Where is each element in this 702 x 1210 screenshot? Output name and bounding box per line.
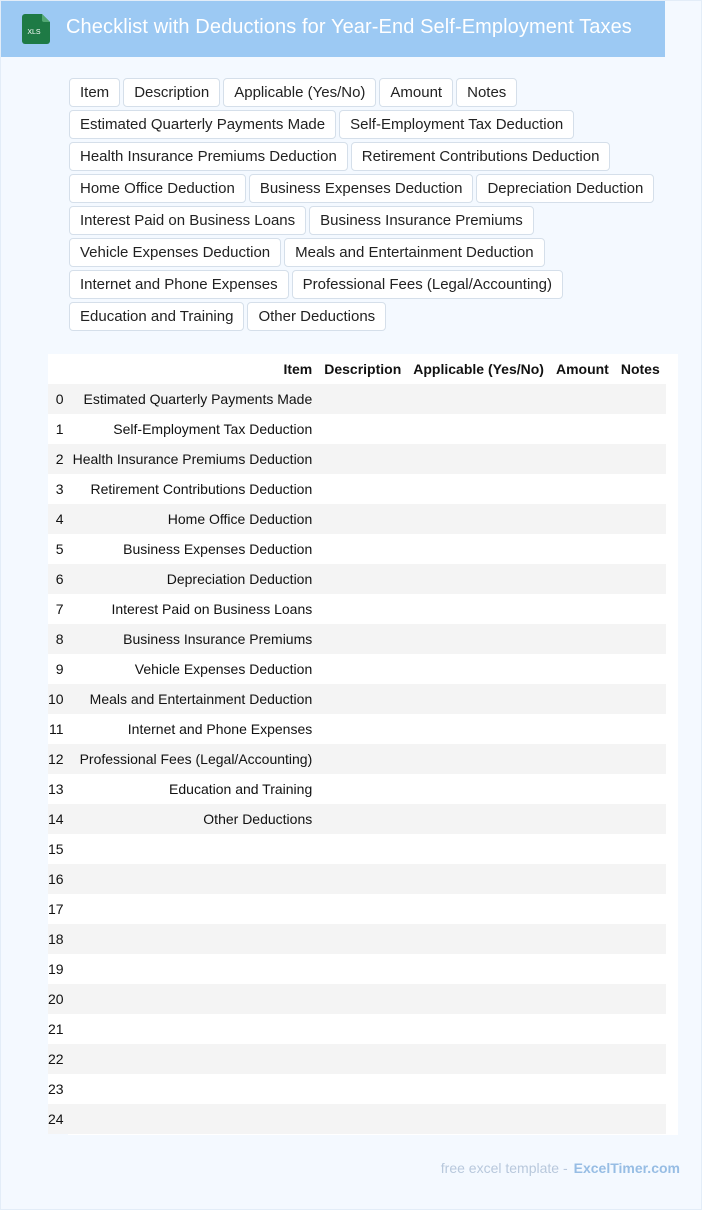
notes-cell[interactable] bbox=[615, 504, 666, 534]
xls-file-icon bbox=[22, 14, 50, 44]
notes-cell[interactable] bbox=[615, 684, 666, 714]
applicable-cell[interactable] bbox=[407, 984, 550, 1014]
amount-cell[interactable] bbox=[550, 774, 615, 804]
table-row bbox=[48, 984, 666, 1014]
applicable-cell[interactable] bbox=[407, 834, 550, 864]
header-index bbox=[48, 354, 67, 384]
item-cell[interactable] bbox=[67, 984, 319, 1014]
table-row bbox=[48, 924, 666, 954]
applicable-cell[interactable] bbox=[407, 534, 550, 564]
description-cell[interactable] bbox=[318, 924, 407, 954]
header-item[interactable]: Item bbox=[67, 354, 319, 384]
description-cell[interactable] bbox=[318, 1074, 407, 1104]
table-row bbox=[48, 654, 666, 684]
column-chip[interactable]: Applicable (Yes/No) bbox=[223, 78, 376, 107]
table-row bbox=[48, 894, 666, 924]
notes-cell[interactable] bbox=[615, 534, 666, 564]
item-cell[interactable]: Internet and Phone Expenses bbox=[67, 714, 319, 744]
amount-cell[interactable] bbox=[550, 1104, 615, 1134]
row-index-cell: 20 bbox=[48, 984, 67, 1014]
table-row bbox=[48, 564, 666, 594]
amount-cell[interactable] bbox=[550, 414, 615, 444]
column-chip-list bbox=[69, 78, 669, 331]
column-chip[interactable]: Retirement Contributions Deduction bbox=[351, 142, 611, 171]
notes-cell[interactable] bbox=[615, 1014, 666, 1044]
checklist-table bbox=[48, 354, 666, 1134]
row-index-cell: 14 bbox=[48, 804, 67, 834]
description-cell[interactable] bbox=[318, 444, 407, 474]
applicable-cell[interactable] bbox=[407, 384, 550, 414]
column-chip[interactable]: Estimated Quarterly Payments Made bbox=[69, 110, 336, 139]
applicable-cell[interactable] bbox=[407, 624, 550, 654]
header-description[interactable]: Description bbox=[318, 354, 407, 384]
column-chip[interactable]: Other Deductions bbox=[247, 302, 386, 331]
item-cell[interactable] bbox=[67, 1044, 319, 1074]
row-index-cell: 15 bbox=[48, 834, 67, 864]
amount-cell[interactable] bbox=[550, 744, 615, 774]
notes-cell[interactable] bbox=[615, 444, 666, 474]
applicable-cell[interactable] bbox=[407, 744, 550, 774]
column-chip[interactable]: Amount bbox=[379, 78, 453, 107]
applicable-cell[interactable] bbox=[407, 1014, 550, 1044]
footer-brand-link[interactable]: ExcelTimer.com bbox=[573, 1160, 680, 1176]
item-cell[interactable]: Home Office Deduction bbox=[67, 504, 319, 534]
description-cell[interactable] bbox=[318, 534, 407, 564]
row-index-cell: 1 bbox=[48, 414, 67, 444]
header-notes[interactable]: Notes bbox=[615, 354, 666, 384]
description-cell[interactable] bbox=[318, 744, 407, 774]
table-row bbox=[48, 474, 666, 504]
amount-cell[interactable] bbox=[550, 504, 615, 534]
row-index-cell: 12 bbox=[48, 744, 67, 774]
item-cell[interactable] bbox=[67, 894, 319, 924]
description-cell[interactable] bbox=[318, 414, 407, 444]
amount-cell[interactable] bbox=[550, 894, 615, 924]
description-cell[interactable] bbox=[318, 684, 407, 714]
amount-cell[interactable] bbox=[550, 984, 615, 1014]
item-cell[interactable] bbox=[67, 864, 319, 894]
description-cell[interactable] bbox=[318, 984, 407, 1014]
amount-cell[interactable] bbox=[550, 834, 615, 864]
row-index-cell: 3 bbox=[48, 474, 67, 504]
description-cell[interactable] bbox=[318, 654, 407, 684]
amount-cell[interactable] bbox=[550, 534, 615, 564]
amount-cell[interactable] bbox=[550, 654, 615, 684]
row-index-cell: 21 bbox=[48, 1014, 67, 1044]
header-amount[interactable]: Amount bbox=[550, 354, 615, 384]
description-cell[interactable] bbox=[318, 594, 407, 624]
description-cell[interactable] bbox=[318, 1044, 407, 1074]
table-row bbox=[48, 834, 666, 864]
description-cell[interactable] bbox=[318, 384, 407, 414]
amount-cell[interactable] bbox=[550, 1014, 615, 1044]
spreadsheet-view[interactable] bbox=[48, 354, 678, 1135]
table-row bbox=[48, 684, 666, 714]
xls-icon-label: XLS bbox=[27, 29, 41, 36]
column-chip[interactable]: Meals and Entertainment Deduction bbox=[284, 238, 544, 267]
row-index-cell: 10 bbox=[48, 684, 67, 714]
notes-cell[interactable] bbox=[615, 474, 666, 504]
item-cell[interactable] bbox=[67, 1104, 319, 1134]
column-chip[interactable]: Health Insurance Premiums Deduction bbox=[69, 142, 348, 171]
applicable-cell[interactable] bbox=[407, 504, 550, 534]
description-cell[interactable] bbox=[318, 774, 407, 804]
description-cell[interactable] bbox=[318, 894, 407, 924]
description-cell[interactable] bbox=[318, 474, 407, 504]
amount-cell[interactable] bbox=[550, 804, 615, 834]
description-cell[interactable] bbox=[318, 1104, 407, 1134]
applicable-cell[interactable] bbox=[407, 654, 550, 684]
row-index-cell: 13 bbox=[48, 774, 67, 804]
item-cell[interactable] bbox=[67, 954, 319, 984]
item-cell[interactable]: Interest Paid on Business Loans bbox=[67, 594, 319, 624]
notes-cell[interactable] bbox=[615, 714, 666, 744]
table-row bbox=[48, 774, 666, 804]
notes-cell[interactable] bbox=[615, 954, 666, 984]
item-cell[interactable] bbox=[67, 1014, 319, 1044]
item-cell[interactable]: Education and Training bbox=[67, 774, 319, 804]
header-bar bbox=[0, 0, 665, 57]
applicable-cell[interactable] bbox=[407, 684, 550, 714]
description-cell[interactable] bbox=[318, 504, 407, 534]
applicable-cell[interactable] bbox=[407, 1104, 550, 1134]
row-index-cell: 8 bbox=[48, 624, 67, 654]
applicable-cell[interactable] bbox=[407, 894, 550, 924]
item-cell[interactable] bbox=[67, 1074, 319, 1104]
amount-cell[interactable] bbox=[550, 864, 615, 894]
applicable-cell[interactable] bbox=[407, 1044, 550, 1074]
applicable-cell[interactable] bbox=[407, 564, 550, 594]
row-index-cell: 22 bbox=[48, 1044, 67, 1074]
item-cell[interactable]: Meals and Entertainment Deduction bbox=[67, 684, 319, 714]
row-index-cell: 4 bbox=[48, 504, 67, 534]
notes-cell[interactable] bbox=[615, 744, 666, 774]
description-cell[interactable] bbox=[318, 804, 407, 834]
notes-cell[interactable] bbox=[615, 984, 666, 1014]
amount-cell[interactable] bbox=[550, 474, 615, 504]
description-cell[interactable] bbox=[318, 834, 407, 864]
notes-cell[interactable] bbox=[615, 894, 666, 924]
amount-cell[interactable] bbox=[550, 384, 615, 414]
row-index-cell: 9 bbox=[48, 654, 67, 684]
table-body bbox=[48, 384, 666, 1134]
footer-prefix: free excel template - bbox=[440, 1160, 568, 1176]
notes-cell[interactable] bbox=[615, 1104, 666, 1134]
table-row bbox=[48, 744, 666, 774]
row-index-cell: 2 bbox=[48, 444, 67, 474]
notes-cell[interactable] bbox=[615, 414, 666, 444]
notes-cell[interactable] bbox=[615, 804, 666, 834]
table-row bbox=[48, 384, 666, 414]
amount-cell[interactable] bbox=[550, 924, 615, 954]
notes-cell[interactable] bbox=[615, 594, 666, 624]
applicable-cell[interactable] bbox=[407, 954, 550, 984]
notes-cell[interactable] bbox=[615, 384, 666, 414]
description-cell[interactable] bbox=[318, 564, 407, 594]
item-cell[interactable]: Other Deductions bbox=[67, 804, 319, 834]
table-header-row bbox=[48, 354, 666, 384]
table-row bbox=[48, 954, 666, 984]
column-chip[interactable]: Education and Training bbox=[69, 302, 244, 331]
row-index-cell: 17 bbox=[48, 894, 67, 924]
item-cell[interactable]: Business Expenses Deduction bbox=[67, 534, 319, 564]
row-index-cell: 5 bbox=[48, 534, 67, 564]
table-row bbox=[48, 444, 666, 474]
row-index-cell: 18 bbox=[48, 924, 67, 954]
notes-cell[interactable] bbox=[615, 1074, 666, 1104]
notes-cell[interactable] bbox=[615, 624, 666, 654]
row-index-cell: 11 bbox=[48, 714, 67, 744]
column-chip[interactable]: Home Office Deduction bbox=[69, 174, 246, 203]
notes-cell[interactable] bbox=[615, 924, 666, 954]
column-chip[interactable]: Professional Fees (Legal/Accounting) bbox=[292, 270, 563, 299]
item-cell[interactable]: Depreciation Deduction bbox=[67, 564, 319, 594]
amount-cell[interactable] bbox=[550, 564, 615, 594]
applicable-cell[interactable] bbox=[407, 714, 550, 744]
description-cell[interactable] bbox=[318, 954, 407, 984]
item-cell[interactable]: Business Insurance Premiums bbox=[67, 624, 319, 654]
item-cell[interactable] bbox=[67, 834, 319, 864]
amount-cell[interactable] bbox=[550, 444, 615, 474]
table-row bbox=[48, 1044, 666, 1074]
column-chip[interactable]: Self-Employment Tax Deduction bbox=[339, 110, 574, 139]
notes-cell[interactable] bbox=[615, 564, 666, 594]
description-cell[interactable] bbox=[318, 1014, 407, 1044]
column-chip[interactable]: Description bbox=[123, 78, 220, 107]
row-index-cell: 19 bbox=[48, 954, 67, 984]
table-row bbox=[48, 534, 666, 564]
applicable-cell[interactable] bbox=[407, 924, 550, 954]
amount-cell[interactable] bbox=[550, 624, 615, 654]
column-chip[interactable]: Notes bbox=[456, 78, 517, 107]
item-cell[interactable] bbox=[67, 924, 319, 954]
row-index-cell: 16 bbox=[48, 864, 67, 894]
item-cell[interactable]: Estimated Quarterly Payments Made bbox=[67, 384, 319, 414]
table-row bbox=[48, 804, 666, 834]
column-chip[interactable]: Business Expenses Deduction bbox=[249, 174, 474, 203]
amount-cell[interactable] bbox=[550, 594, 615, 624]
row-index-cell: 6 bbox=[48, 564, 67, 594]
notes-cell[interactable] bbox=[615, 1044, 666, 1074]
table-row bbox=[48, 864, 666, 894]
amount-cell[interactable] bbox=[550, 1074, 615, 1104]
applicable-cell[interactable] bbox=[407, 414, 550, 444]
table-row bbox=[48, 1014, 666, 1044]
table-row bbox=[48, 1074, 666, 1104]
description-cell[interactable] bbox=[318, 624, 407, 654]
table-row bbox=[48, 414, 666, 444]
table-row bbox=[48, 1104, 666, 1134]
applicable-cell[interactable] bbox=[407, 444, 550, 474]
applicable-cell[interactable] bbox=[407, 774, 550, 804]
notes-cell[interactable] bbox=[615, 834, 666, 864]
applicable-cell[interactable] bbox=[407, 474, 550, 504]
item-cell[interactable]: Health Insurance Premiums Deduction bbox=[67, 444, 319, 474]
amount-cell[interactable] bbox=[550, 1044, 615, 1074]
description-cell[interactable] bbox=[318, 864, 407, 894]
header-applicable[interactable]: Applicable (Yes/No) bbox=[407, 354, 550, 384]
page-title: Checklist with Deductions for Year-End Self-Employment Taxes bbox=[66, 16, 632, 38]
footer-credit bbox=[441, 1160, 680, 1176]
table-row bbox=[48, 624, 666, 654]
amount-cell[interactable] bbox=[550, 714, 615, 744]
amount-cell[interactable] bbox=[550, 684, 615, 714]
notes-cell[interactable] bbox=[615, 774, 666, 804]
description-cell[interactable] bbox=[318, 714, 407, 744]
notes-cell[interactable] bbox=[615, 654, 666, 684]
applicable-cell[interactable] bbox=[407, 594, 550, 624]
column-chip[interactable]: Vehicle Expenses Deduction bbox=[69, 238, 281, 267]
column-chip[interactable]: Depreciation Deduction bbox=[476, 174, 654, 203]
table-row bbox=[48, 504, 666, 534]
applicable-cell[interactable] bbox=[407, 864, 550, 894]
item-cell[interactable]: Vehicle Expenses Deduction bbox=[67, 654, 319, 684]
column-chip[interactable]: Item bbox=[69, 78, 120, 107]
row-index-cell: 23 bbox=[48, 1074, 67, 1104]
column-chip[interactable]: Internet and Phone Expenses bbox=[69, 270, 289, 299]
table-row bbox=[48, 714, 666, 744]
applicable-cell[interactable] bbox=[407, 1074, 550, 1104]
table-row bbox=[48, 594, 666, 624]
item-cell[interactable]: Professional Fees (Legal/Accounting) bbox=[67, 744, 319, 774]
column-chip[interactable]: Interest Paid on Business Loans bbox=[69, 206, 306, 235]
applicable-cell[interactable] bbox=[407, 804, 550, 834]
column-chip[interactable]: Business Insurance Premiums bbox=[309, 206, 534, 235]
row-index-cell: 24 bbox=[48, 1104, 67, 1134]
amount-cell[interactable] bbox=[550, 954, 615, 984]
item-cell[interactable]: Self-Employment Tax Deduction bbox=[67, 414, 319, 444]
item-cell[interactable]: Retirement Contributions Deduction bbox=[67, 474, 319, 504]
notes-cell[interactable] bbox=[615, 864, 666, 894]
row-index-cell: 7 bbox=[48, 594, 67, 624]
row-index-cell: 0 bbox=[48, 384, 67, 414]
